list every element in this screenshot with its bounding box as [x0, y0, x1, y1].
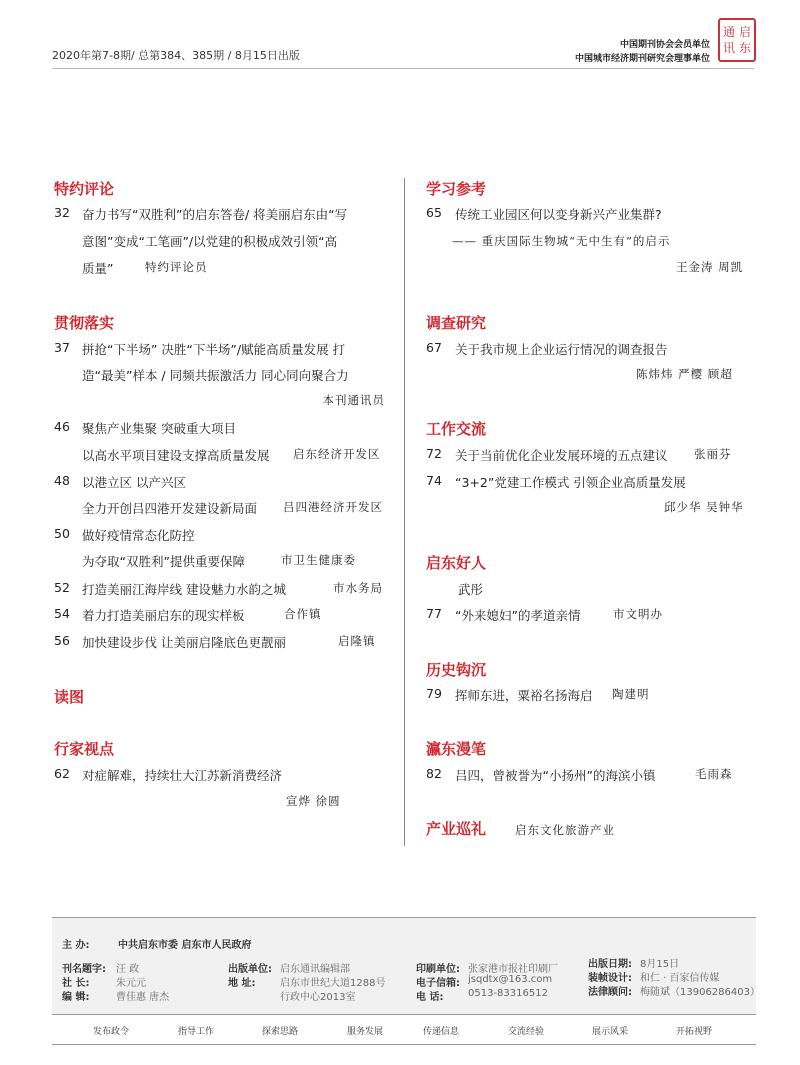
article-title-cont[interactable]: 意图”变成“工笔画”/以党建的积极成效引领“高 — [82, 234, 338, 249]
article-title[interactable]: 关于我市规上企业运行情况的调查报告 — [455, 342, 668, 357]
article-title[interactable]: 聚焦产业集聚 突破重大项目 — [82, 421, 236, 436]
masthead-value: 0513-83316512 — [468, 988, 548, 999]
masthead-value: 曹佳惠 唐杰 — [116, 992, 170, 1003]
masthead-value: 启东通讯编辑部 — [280, 964, 350, 975]
article-title[interactable]: 打造美丽江海岸线 建设魅力水韵之城 — [82, 582, 286, 597]
footer-slogan: 传递信息 — [423, 1027, 460, 1037]
section-title: 启东好人 — [426, 554, 487, 572]
page-number: 65 — [426, 205, 442, 220]
footer-slogan: 指导工作 — [178, 1027, 215, 1037]
article-author: 吕四港经济开发区 — [283, 500, 383, 514]
article-title[interactable]: 对症解难，持续壮大江苏新消费经济 — [82, 768, 283, 783]
page-number: 79 — [426, 686, 442, 701]
masthead-label: 出版日期: — [588, 959, 632, 970]
masthead-value: 和仁 · 百家信传媒 — [640, 973, 720, 984]
masthead-label: 电子信箱: — [416, 978, 460, 989]
footer-slogan: 展示风采 — [592, 1027, 629, 1037]
article-subtitle: —— 重庆国际生物城“无中生有”的启示 — [452, 234, 671, 248]
masthead-value: 张家港市报社印刷厂 — [468, 964, 558, 975]
section-title: 历史钩沉 — [426, 661, 487, 679]
article-title[interactable]: 加快建设步伐 让美丽启隆底色更靓丽 — [82, 635, 286, 650]
article-author: 启隆镇 — [338, 634, 376, 648]
sponsor-label: 主 办: — [62, 940, 90, 951]
article-title[interactable]: 奋力书写“双胜利”的启东答卷/ 将美丽启东由“写 — [82, 207, 348, 222]
article-author: 邱少华 吴钟华 — [664, 500, 744, 514]
masthead-label: 出版单位: — [228, 964, 272, 975]
page-number: 67 — [426, 340, 442, 355]
article-title[interactable]: 拼抢“下半场” 决胜“下半场”/赋能高质量发展 打 — [82, 342, 346, 357]
sponsor-value: 中共启东市委 启东市人民政府 — [118, 940, 252, 951]
journal-seal-logo: 通 启 讯 东 — [718, 18, 756, 62]
article-author: 市水务局 — [333, 581, 383, 595]
section-title: 特约评论 — [54, 180, 115, 198]
article-title[interactable]: “外来媳妇”的孝道亲情 — [455, 608, 581, 623]
article-title[interactable]: 做好疫情常态化防控 — [82, 528, 195, 543]
section-title: 工作交流 — [426, 420, 487, 438]
article-author: 陶建明 — [612, 687, 650, 701]
article-title[interactable]: 传统工业园区何以变身新兴产业集群? — [455, 207, 662, 222]
section-title: 瀛东漫笔 — [426, 740, 487, 758]
masthead-value: 8月15日 — [640, 959, 680, 970]
page-number: 52 — [54, 580, 70, 595]
article-author: 张丽芬 — [694, 447, 732, 461]
section-title: 调查研究 — [426, 314, 487, 332]
article-author: 市文明办 — [613, 607, 663, 621]
article-title[interactable]: 以港立区 以产兴区 — [82, 475, 186, 490]
issue-info: 2020年第7-8期/ 总第384、385期 / 8月15日出版 — [52, 49, 300, 62]
article-author: 合作镇 — [284, 607, 322, 621]
article-author: 启东经济开发区 — [293, 447, 381, 461]
footer-slogan: 交流经验 — [508, 1027, 545, 1037]
section-title: 贯彻落实 — [54, 314, 115, 332]
page-number: 62 — [54, 766, 70, 781]
masthead-value: jsqdtx@163.com — [468, 974, 553, 985]
masthead-label: 刊名题字: — [62, 964, 106, 975]
section-title[interactable]: 读图 — [54, 688, 85, 706]
article-author: 陈炜炜 严樱 顾超 — [636, 367, 733, 381]
page-number: 48 — [54, 473, 70, 488]
article-author: 本刊通讯员 — [322, 393, 385, 407]
article-author: 启东文化旅游产业 — [515, 823, 615, 837]
member-line-2: 中国城市经济期刊研究会理事单位 — [574, 54, 710, 64]
page-number: 82 — [426, 766, 442, 781]
footer-slogan: 探索思路 — [262, 1027, 299, 1037]
masthead-value: 启东市世纪大道1288号 — [280, 978, 386, 989]
page-number: 46 — [54, 419, 70, 434]
article-title[interactable]: 关于当前优化企业发展环境的五点建议 — [455, 448, 668, 463]
footer-divider — [52, 1044, 756, 1045]
footer-slogan: 开拓视野 — [676, 1027, 713, 1037]
member-line-1: 中国期刊协会会员单位 — [619, 40, 710, 50]
masthead-value: 梅随斌（13906286403） — [640, 987, 760, 998]
masthead-label: 社 长: — [62, 978, 90, 989]
section-title: 行家视点 — [54, 740, 115, 758]
page-number: 32 — [54, 205, 70, 220]
page-number: 50 — [54, 526, 70, 541]
article-author: 宣烨 徐圆 — [286, 794, 341, 808]
article-title[interactable]: “3+2”党建工作模式 引领企业高质量发展 — [455, 475, 686, 490]
article-title[interactable]: 挥师东进，粟裕名扬海启 — [455, 688, 593, 703]
article-author: 市卫生健康委 — [281, 553, 356, 567]
article-title-cont[interactable]: 全力开创吕四港开发建设新局面 — [82, 501, 258, 516]
page-number: 74 — [426, 473, 442, 488]
article-title[interactable]: 着力打造美丽启东的现实样板 — [82, 608, 245, 623]
masthead-label: 印刷单位: — [416, 964, 460, 975]
article-title-cont[interactable]: 以高水平项目建设支撑高质量发展 — [82, 448, 270, 463]
footer-slogan: 服务发展 — [347, 1027, 384, 1037]
header-divider — [52, 68, 754, 69]
page-number: 54 — [54, 606, 70, 621]
article-author: 王金涛 周凯 — [676, 260, 744, 274]
section-title: 产业巡礼 — [426, 820, 487, 838]
masthead-value: 朱元元 — [116, 978, 146, 989]
section-subtitle: 武彤 — [458, 582, 484, 597]
masthead-label: 电 话: — [416, 992, 444, 1003]
masthead-label: 编 辑: — [62, 992, 90, 1003]
page-number: 37 — [54, 340, 70, 355]
masthead-value: 行政中心2013室 — [280, 992, 356, 1003]
column-divider — [404, 178, 405, 846]
article-title-cont[interactable]: 为夺取“双胜利”提供重要保障 — [82, 554, 245, 569]
page-number: 77 — [426, 606, 442, 621]
article-author: 特约评论员 — [145, 260, 208, 274]
footer-slogan: 发布政令 — [93, 1027, 130, 1037]
article-title-cont[interactable]: 质量” — [82, 261, 114, 276]
article-title[interactable]: 吕四，曾被誉为“小扬州”的海滨小镇 — [455, 768, 656, 783]
masthead-label: 地 址: — [228, 978, 256, 989]
masthead-label: 装帧设计: — [588, 973, 632, 984]
masthead-label: 法律顾问: — [588, 987, 632, 998]
section-title: 学习参考 — [426, 180, 487, 198]
article-title-cont[interactable]: 造“最美”样本 / 同频共振激活力 同心同向聚合力 — [82, 368, 349, 383]
article-author: 毛雨森 — [695, 767, 733, 781]
masthead-value: 汪 政 — [116, 964, 140, 975]
page-number: 56 — [54, 633, 70, 648]
page-number: 72 — [426, 446, 442, 461]
